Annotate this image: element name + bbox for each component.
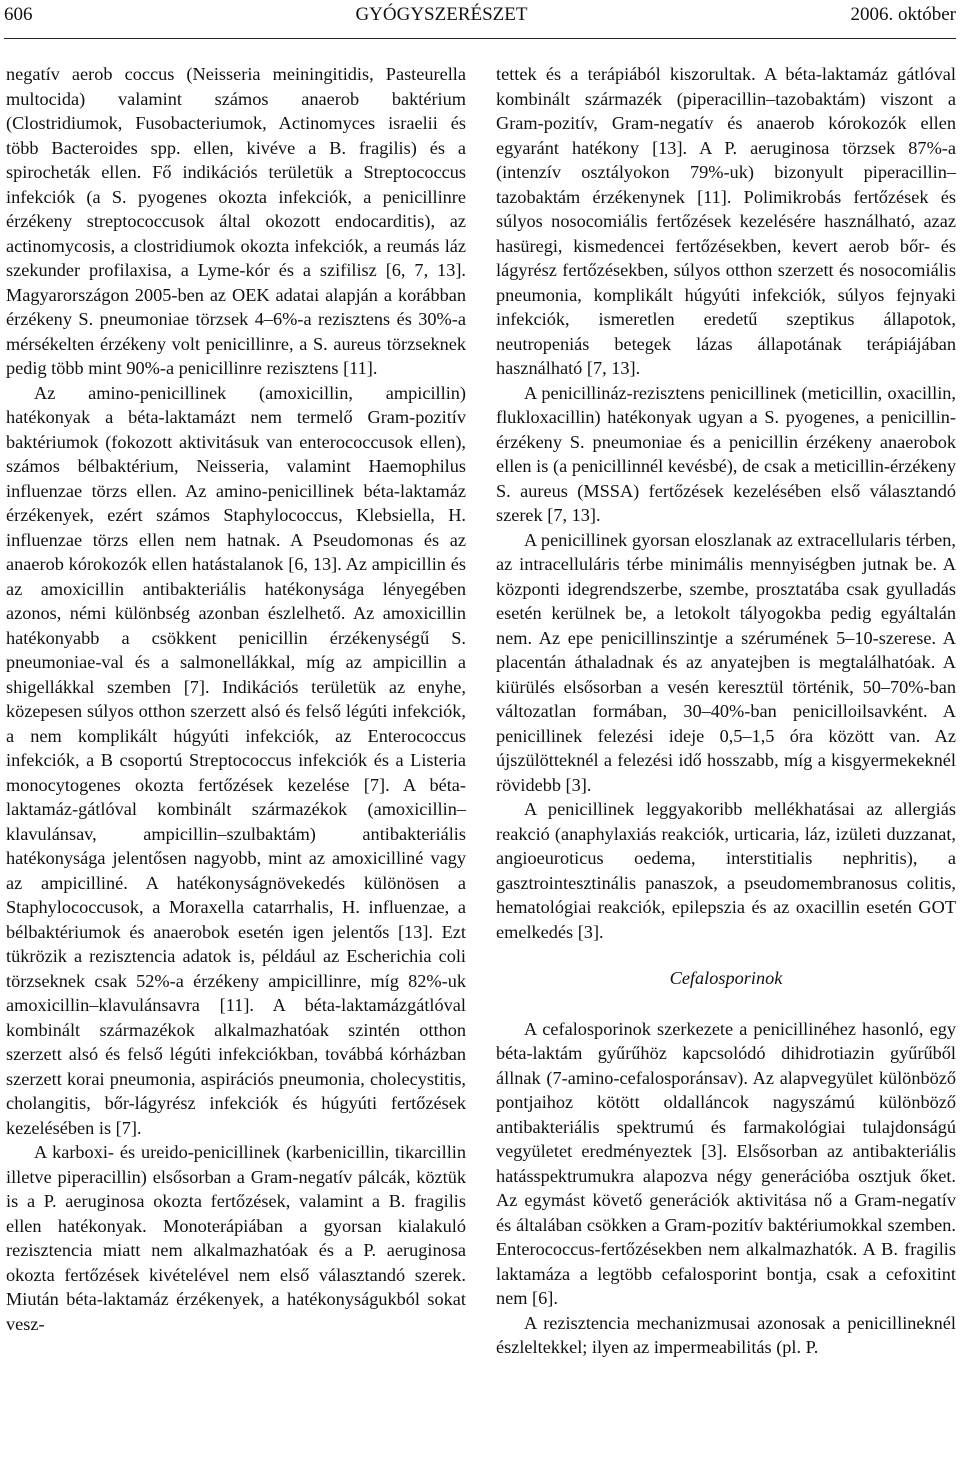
left-column	[6, 62, 466, 1336]
right-paragraph-4: A penicillinek leggyakoribb mellékhatásai az allergiás reakció (anaphylaxiás reakciók, urticaria, láz, izületi duzzanat, angioeuroticus oedema, interstitialis nephritis), a gasztrointesztinális panaszok, a pseudomembranosus colitis, hematológiai reakciók, epilepszia és az oxacillin esetén GOT emelkedés [3].	[496, 799, 956, 942]
right-paragraph-1: tettek és a terápiából kiszorultak. A béta-laktamáz gátlóval kombinált származék (piperacillin–tazobaktám) viszont a Gram-pozitív, Gram-negatív és anaerob kórokozók ellen egyaránt hatékony [13]. A P. aeruginosa törzsek 87%-a (intenzív osztályokon 79%-uk) bizonyult piperacillin–tazobaktám érzékenynek [11]. Polimikrobás fertőzések és súlyos nosocomiális fertőzések kezelésére használható, azaz hasüregi, kismedencei fertőzésekben, kevert aerob bőr- és lágyrész fertőzésekben, súlyos otthon szerzett és nosocomiális pneumonia, komplikált húgyúti infekciók, súlyos fejnyaki infekciók, ismeretlen eredetű szeptikus állapotok, neutropeniás betegek lázas állapotának terápiájában használható [7, 13].	[496, 64, 956, 378]
issue-date: 2006. október	[850, 4, 956, 25]
right-paragraph-2: A penicillináz-rezisztens penicillinek (meticillin, oxacillin, flukloxacillin) hatékonyak ugyan a S. pyogenes, a penicillin-érzékeny S. pneumoniae és a penicillin érzékeny anaerobok ellen is (a penicillinnél kevésbé), de csak a meticillin-érzékeny S. aureus (MSSA) fertőzések kezelésében első választandó szerek [7, 13].	[496, 382, 956, 525]
left-paragraph-1: negatív aerob coccus (Neisseria meiningitidis, Pasteurella multocida) valamint számos anaerob baktérium (Clostridiumok, Fusobacteriumok, Actinomyces israelii és több Bacteroides spp. ellen, kivéve a B. fragilis) és a spirocheták ellen. Fő indikációs területük a Streptococcus infekciók (a S. pyogenes okozta infekciók, a penicillinre érzékeny streptococcusok által okozott endocarditis), az actinomycosis, a clostridiumok okozta infekciók, a reumás láz szekunder profilaxisa, a Lyme-kór és a szifilisz [6, 7, 13]. Magyarországon 2005-ben az OEK adatai alapján a korábban érzékeny S. pneumoniae törzsek 4–6%-a rezisztens és 30%-a mérsékelten érzékeny volt penicillinre, a S. aureus törzseknek pedig több mint 90%-a penicillinre rezisztens [11].	[6, 64, 466, 378]
left-paragraph-2: Az amino-penicillinek (amoxicillin, ampicillin) hatékonyak a béta-laktamázt nem termelő Gram-pozitív baktériumok (fokozott aktivitásuk van enterococcusok ellen), számos bélbaktérium, Neisseria, valamint Haemophilus influenzae törzs ellen. Az amino-penicillinek béta-laktamáz érzékenyek, ezért számos Staphylococcus, Klebsiella, H. influenzae törzs ellen nem hatnak. A Pseudomonas és az anaerob kórokozók ellen hatástalanok [6, 13]. Az ampicillin és az amoxicillin antibakteriális hatékonysága lényegében azonos, némi különbség azonban észlelhető. Az amoxicillin hatékonyabb a csökkent penicillin érzékenységű S. pneumoniae-val és a salmonellákkal, míg az ampicillin a shigellákkal szemben [7]. Indikációs területük az enyhe, közepesen súlyos otthon szerzett alsó és felső légúti infekciók, a nem komplikált húgyúti infekciók, az Enterococcus infekciók, a B csoportú Streptococcus infekciók és a Listeria monocytogenes okozta fertőzések kezelése [7]. A béta-laktamáz-gátlóval kombinált származékok (amoxicillin–klavulánsav, ampicillin–szulbaktám) antibakteriális hatékonysága jelentősen nagyobb, mint az amoxicilliné vagy az ampicilliné. A hatékonyságnövekedés különösen a Staphylococcusok, a Moraxella catarrhalis, H. influenzae, a bélbaktériumok és anaerobok esetén igen jelentős [13]. Ezt tükrözik a rezisztencia adatok is, például az Escherichia coli törzseknek csak 52%-a érzékeny ampicillinre, míg 82%-uk amoxicillin–klavulánsavra [11]. A béta-laktamázgátlóval kombinált származékok alkalmazhatóak szintén otthon szerzett alsó és felső légúti infekciókban, továbbá kórházban szerzett korai pneumonia, aspirációs pneumonia, cholecystitis, cholangitis, bőr-lágyrész infekciók és húgyúti fertőzések kezelésében is [7].	[6, 382, 466, 1138]
right-paragraph-3: A penicillinek gyorsan eloszlanak az extracellularis térben, az intracelluláris térbe minimális mennyiségben jutnak be. A központi idegrendszerbe, szembe, prosztatába csak gyulladás esetén kerülnek be, a letokolt tályogokba pedig egyáltalán nem. Az epe penicillinszintje a szérumének 5–10-szerese. A placentán áthaladnak és az anyatejben is megtalálhatóak. A kiürülés elsősorban a vesén keresztül történik, 50–70%-ban változatlan formában, 30–40%-ban penicilloilsavként. A penicillinek felezési ideje 0,5–1,5 óra között van. Az újszülötteknél a felezési idő hosszabb, míg a kisgyermekeknél rövidebb [3].	[496, 529, 956, 795]
page-header	[4, 2, 956, 28]
section-heading: Cefalosporinok	[669, 968, 783, 988]
right-column	[496, 62, 956, 1360]
left-paragraph-3: A karboxi- és ureido-penicillinek (karbenicillin, tikarcillin illetve piperacillin) elsősorban a Gram-negatív pálcák, köztük is a P. aeruginosa okozta fertőzések, valamint a B. fragilis ellen hatékonyak. Monoterápiában a gyorsan kialakuló rezisztencia miatt nem alkalmazhatóak és a P. aeruginosa okozta fertőzések kivételével nem első választandó szerek. Miután béta-laktamáz érzékenyek, a hatékonyságukból sokat vesz-	[6, 1142, 466, 1334]
journal-title: GYÓGYSZERÉSZET	[355, 4, 528, 25]
right-paragraph-6: A rezisztencia mechanizmusai azonosak a penicillineknél észleltekkel; ilyen az impermeabilitás (pl. P.	[496, 1312, 956, 1357]
page-number: 606	[4, 4, 33, 25]
right-paragraph-5: A cefalosporinok szerkezete a penicillinéhez hasonló, egy béta-laktám gyűrűhöz kapcsolódó dihidrotiazin gyűrűből állnak (7-amino-cefalosporánsav). Az alapvegyület különböző pontjaihoz kötött oldalláncok nagyszámú különböző antibakteriális spektrumú és farmakológiai tulajdonságú vegyületet eredményeztek [3]. Elsősorban az antibakteriális hatásspektrumukra alapozva négy generációba osztjuk őket. Az egymást követő generációk aktivitása nő a Gram-negatív és általában csökken a Gram-pozitív baktériumokkal szemben. Enterococcus-fertőzésekben nem alkalmazhatók. A B. fragilis laktamáza a legtöbb cefalosporint bontja, csak a cefoxitint nem [6].	[496, 1018, 956, 1308]
header-rule	[4, 38, 956, 39]
